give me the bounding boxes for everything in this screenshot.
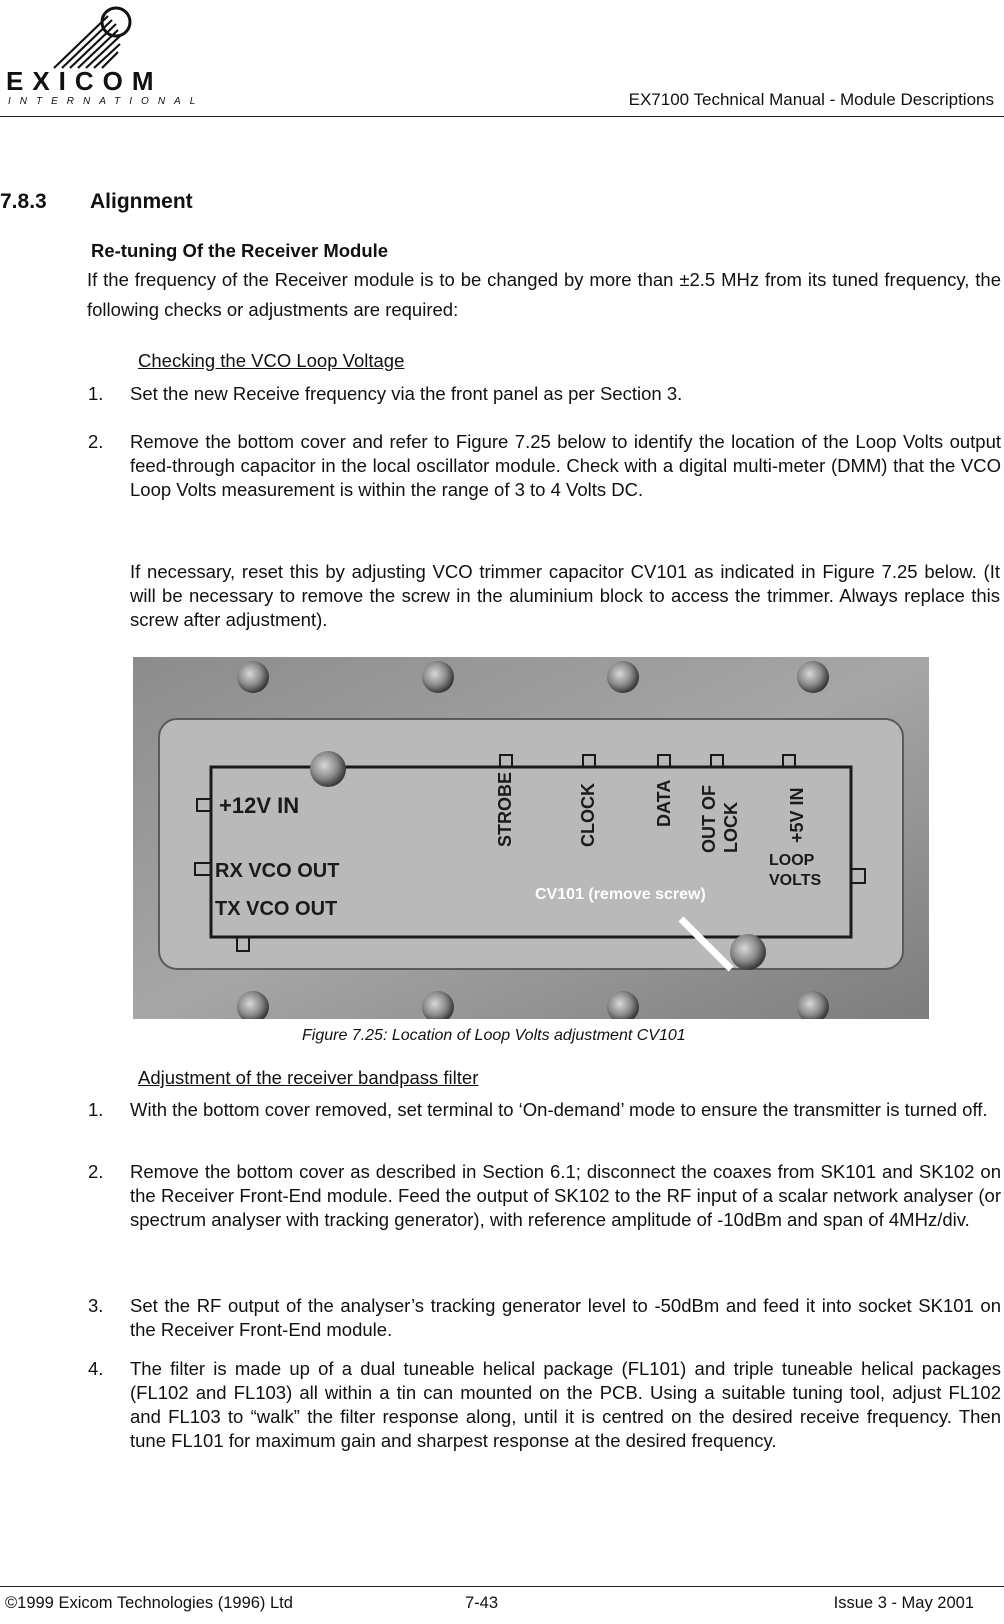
list-text: Set the new Receive frequency via the front panel as per Section 3. <box>130 383 683 404</box>
vco-check-heading: Checking the VCO Loop Voltage <box>138 350 405 371</box>
header-divider <box>0 116 1004 117</box>
list-number: 3. <box>88 1295 104 1316</box>
section-title: Alignment <box>90 190 193 213</box>
label-strobe: STROBE <box>495 771 515 847</box>
list-number: 1. <box>88 383 104 404</box>
figure-photo <box>133 657 929 1019</box>
figure-caption: Figure 7.25: Location of Loop Volts adjustment CV101 <box>302 1027 686 1044</box>
list-text: With the bottom cover removed, set terminal to ‘On-demand’ mode to ensure the transmitter is turned off. <box>130 1099 988 1120</box>
list-number: 4. <box>88 1358 104 1379</box>
section-number: 7.8.3 <box>0 190 47 213</box>
label-volts: VOLTS <box>769 872 822 889</box>
list-number: 2. <box>88 1161 104 1182</box>
intro-paragraph: If the frequency of the Receiver module is to be changed by more than ±2.5 MHz from its tuned frequency, the following checks or adjustments are required: <box>87 269 1001 320</box>
label-5v-in: +5V IN <box>787 787 807 843</box>
subheading: Re-tuning Of the Receiver Module <box>91 240 389 261</box>
logo-wordmark: EXICOM <box>6 66 163 96</box>
label-lock: LOCK <box>721 802 741 853</box>
footer-divider <box>0 1586 1004 1587</box>
list-text: The filter is made up of a dual tuneable helical package (FL101) and triple tuneable helical packages (FL102 and FL103) all within a tin can mounted on the PCB. Using a suitable tuning tool, adjust FL102 and FL103 to “walk” the filter response along, until it is centred on the desired receive frequency. Then tune FL101 for maximum gain and sharpest response at the desired frequency. <box>130 1358 1001 1451</box>
footer-copyright: ©1999 Exicom Technologies (1996) Ltd <box>5 1594 293 1612</box>
footer-page-number: 7-43 <box>465 1594 499 1612</box>
label-cv101: CV101 (remove screw) <box>535 886 706 903</box>
footer-issue: Issue 3 - May 2001 <box>833 1594 974 1612</box>
label-rx-vco-out: RX VCO OUT <box>215 860 340 882</box>
label-clock: CLOCK <box>578 783 598 847</box>
list-text: Set the RF output of the analyser’s tracking generator level to -50dBm and feed it into socket SK101 on the Receiver Front-End module. <box>130 1295 1001 1340</box>
list-number: 1. <box>88 1099 104 1120</box>
label-tx-vco-out: TX VCO OUT <box>215 898 338 920</box>
vco-note-paragraph: If necessary, reset this by adjusting VCO trimmer capacitor CV101 as indicated in Figure 7.25 below. (It will be necessary to remove the screw in the aluminium block to access the trimmer. Always replace this screw after adjustment). <box>130 561 1000 630</box>
logo-subtitle: INTERNATIONAL <box>8 96 205 107</box>
logo-emblem-icon <box>54 8 130 68</box>
list-text: Remove the bottom cover and refer to Figure 7.25 below to identify the location of the Loop Volts output feed-through capacitor in the local oscillator module. Check with a digital multi-meter (DMM) that the VCO Loop Volts measurement is within the range of 3 to 4 Volts DC. <box>130 431 1001 500</box>
label-data: DATA <box>654 779 674 827</box>
label-12v-in: +12V IN <box>219 793 300 818</box>
label-out-of: OUT OF <box>699 785 719 853</box>
bandpass-heading: Adjustment of the receiver bandpass filter <box>138 1067 479 1088</box>
header-title: EX7100 Technical Manual - Module Descriptions <box>628 90 994 109</box>
label-loop: LOOP <box>769 852 815 869</box>
list-number: 2. <box>88 431 104 452</box>
list-text: Remove the bottom cover as described in Section 6.1; disconnect the coaxes from SK101 and SK102 on the Receiver Front-End module. Feed the output of SK102 to the RF input of a scalar network analyser (or spectrum analyser with tracking generator), with reference amplitude of -10dBm and span of 4MHz/div. <box>130 1161 1001 1230</box>
